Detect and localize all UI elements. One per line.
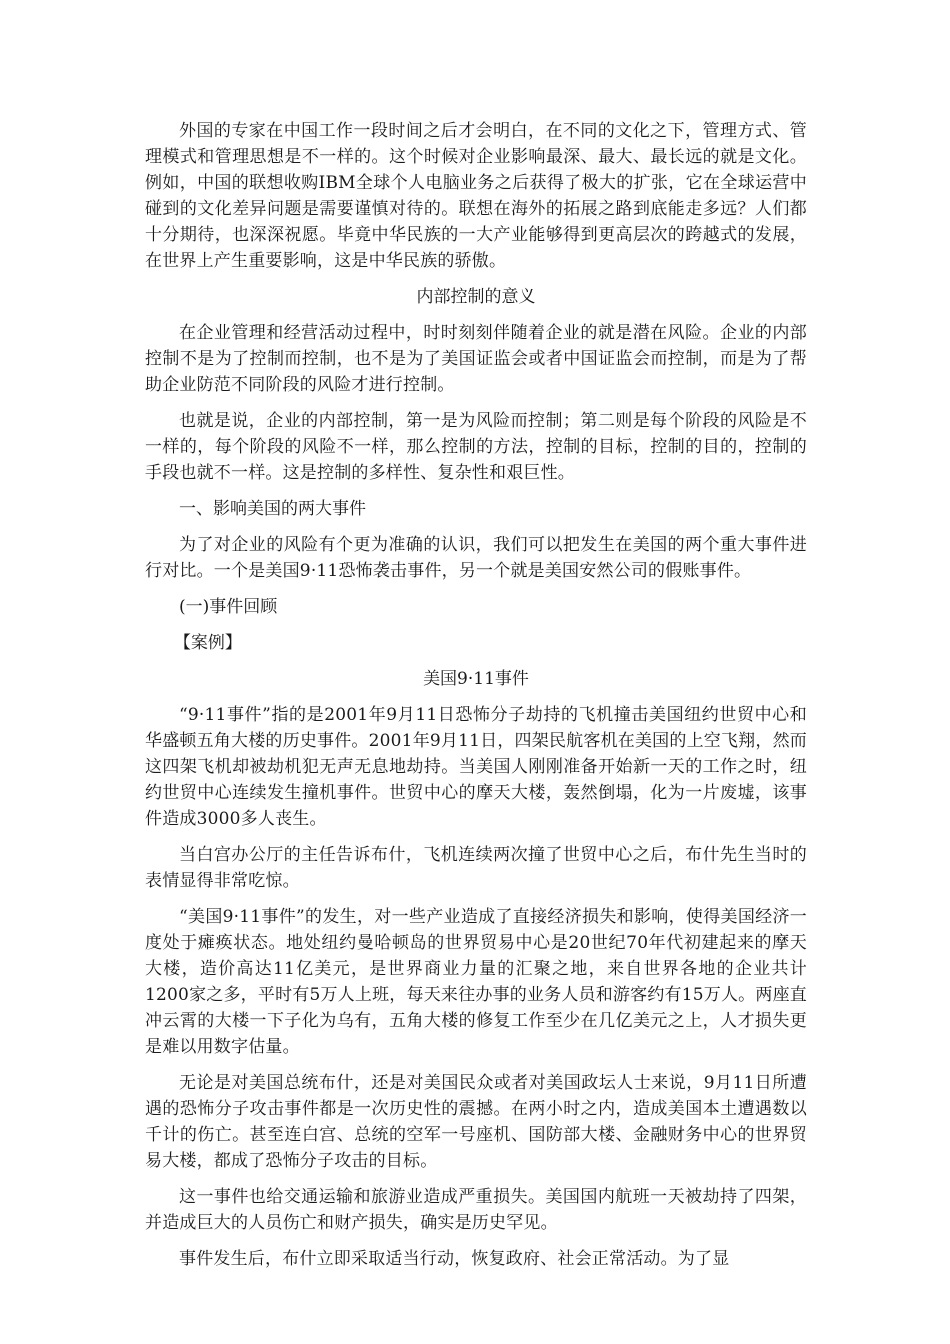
intro-paragraph: 外国的专家在中国工作一段时间之后才会明白，在不同的文化之下，管理方式、管理模式和管理思想是不一样的。这个时候对企业影响最深、最大、最长远的就是文化。例如，中国的联想收购IBM全球个人电脑业务之后获得了极大的扩张，它在全球运营中碰到的文化差异问题是需要谨慎对待的。联想在海外的拓展之路到底能走多远？人们都十分期待，也深深祝愿。毕竟中华民族的一大产业能够得到更高层次的跨越式的发展，在世界上产生重要影响，这是中华民族的骄傲。 [145,121,807,271]
case-paragraph: 这一事件也给交通运输和旅游业造成严重损失。美国国内航班一天被劫持了四架，并造成巨大的人员伤亡和财产损失，确实是历史罕见。 [145,1187,807,1233]
document-page [145,118,807,1272]
subheading-event-review: (一)事件回顾 [179,597,278,617]
case-title: 美国9·11事件 [423,669,529,689]
case-label: 【案例】 [173,633,242,653]
section-paragraph: 在企业管理和经营活动过程中，时时刻刻伴随着企业的就是潜在风险。企业的内部控制不是为了控制而控制，也不是为了美国证监会或者中国证监会而控制，而是为了帮助企业防范不同阶段的风险才进行控制。 [145,323,807,395]
case-paragraph: 事件发生后，布什立即采取适当行动，恢复政府、社会正常活动。为了显 [179,1249,730,1269]
section-paragraph: 也就是说，企业的内部控制，第一是为风险而控制；第二则是每个阶段的风险是不一样的，每个阶段的风险不一样，那么控制的方法，控制的目标，控制的目的，控制的手段也就不一样。这是控制的多样性、复杂性和艰巨性。 [145,411,807,483]
case-paragraph: “9·11事件”指的是2001年9月11日恐怖分子劫持的飞机撞击美国纽约世贸中心和华盛顿五角大楼的历史事件。2001年9月11日，四架民航客机在美国的上空飞翔，然而这四架飞机却被劫机犯无声无息地劫持。当美国人刚刚准备开始新一天的工作之时，纽约世贸中心连续发生撞机事件。世贸中心的摩天大楼，轰然倒塌，化为一片废墟，该事件造成3000多人丧生。 [145,705,807,829]
section-title: 内部控制的意义 [416,287,536,307]
heading-1-paragraph: 为了对企业的风险有个更为准确的认识，我们可以把发生在美国的两个重大事件进行对比。一个是美国9·11恐怖袭击事件，另一个就是美国安然公司的假账事件。 [145,535,807,581]
heading-1: 一、影响美国的两大事件 [179,499,366,519]
case-paragraph: 无论是对美国总统布什，还是对美国民众或者对美国政坛人士来说，9月11日所遭遇的恐怖分子攻击事件都是一次历史性的震撼。在两小时之内，造成美国本土遭遇数以千计的伤亡。甚至连白宫、总统的空军一号座机、国防部大楼、金融财务中心的世界贸易大楼，都成了恐怖分子攻击的目标。 [145,1073,807,1171]
case-paragraph: “美国9·11事件”的发生，对一些产业造成了直接经济损失和影响，使得美国经济一度处于瘫痪状态。地处纽约曼哈顿岛的世界贸易中心是20世纪70年代初建起来的摩天大楼，造价高达11亿美元，是世界商业力量的汇聚之地，来自世界各地的企业共计1200家之多，平时有5万人上班，每天来往办事的业务人员和游客约有15万人。两座直冲云霄的大楼一下子化为乌有，五角大楼的修复工作至少在几亿美元之上，人才损失更是难以用数字估量。 [145,907,807,1057]
case-paragraph: 当白宫办公厅的主任告诉布什，飞机连续两次撞了世贸中心之后，布什先生当时的表情显得非常吃惊。 [145,845,807,891]
